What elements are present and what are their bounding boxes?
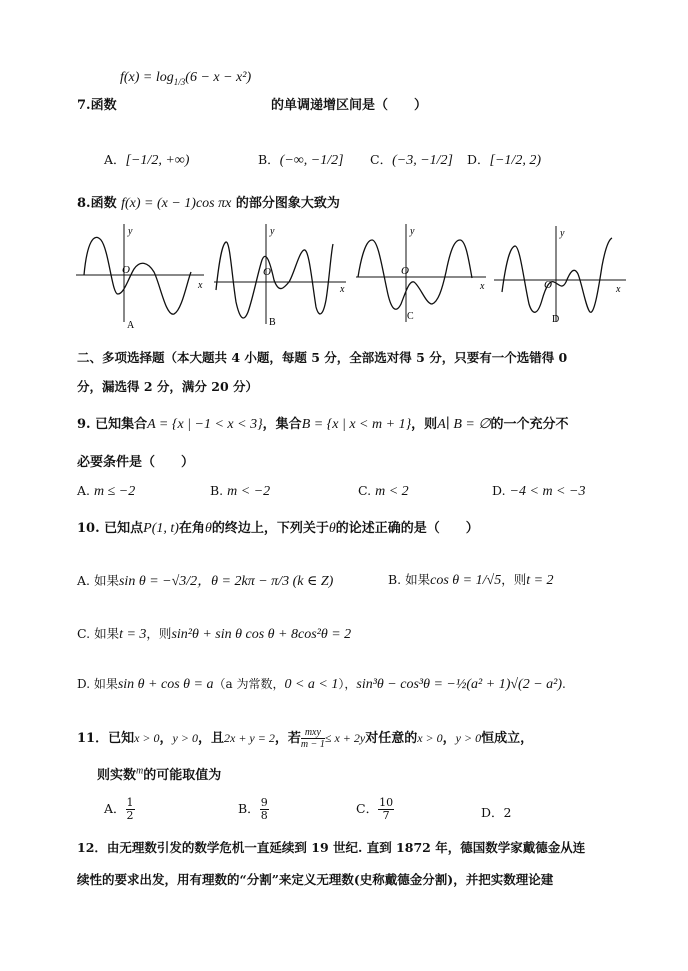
q7-suffix: 的单调递增区间是（ ） xyxy=(271,98,428,113)
q7-log-arg: (6 − x − x²) xyxy=(185,70,252,85)
q7-option-c xyxy=(370,150,453,169)
option-value: (−∞, −1/2] xyxy=(279,153,344,168)
q9-text-b: ，集合 xyxy=(262,417,302,432)
q11-text-a: 11．已知 xyxy=(77,731,135,746)
q10-c-t: t = 3 xyxy=(119,627,147,642)
q10-text-a: 10. 已知点 xyxy=(77,521,144,536)
frac-num: 10 xyxy=(379,796,394,809)
graph-b xyxy=(214,224,346,328)
q10-option-d xyxy=(77,675,566,693)
q10-a-eq2: ，θ = 2kπ − π/3 (k ∈ Z) xyxy=(197,574,334,589)
y-label: y xyxy=(560,228,565,239)
option-value: (−3, −1/2] xyxy=(392,153,453,168)
q11-c1b: x > 0 xyxy=(417,731,443,745)
option-label: B． xyxy=(258,152,280,167)
origin-label: O xyxy=(263,266,271,278)
option-label: B. 如果 xyxy=(388,572,431,587)
section2-line1: 二、多项选择题（本大题共 4 小题，每题 5 分，全部选对得 5 分，只要有一个选错得 0 xyxy=(77,350,568,365)
graph-label: C xyxy=(407,311,414,322)
graph-d xyxy=(494,226,626,325)
option-value: m < −2 xyxy=(227,484,271,499)
q7-prefix: 7.函数 xyxy=(77,98,117,113)
q8-formula: f(x) = (x − 1)cos πx xyxy=(121,196,232,211)
q11-c2b: y > 0 xyxy=(455,731,482,745)
option-value: [−1/2, 2) xyxy=(489,153,541,168)
q8-graphs xyxy=(74,222,634,334)
q9-option-c xyxy=(358,483,409,500)
q10-theta-2: θ xyxy=(328,521,336,536)
q7-option-d xyxy=(467,150,541,169)
q11-c1: x > 0 xyxy=(134,731,160,745)
frac-den: 8 xyxy=(260,809,268,822)
origin-label: O xyxy=(122,264,130,276)
q10-b-tail: ，则 xyxy=(501,572,527,587)
q10-c-eq: sin²θ + sin θ cos θ + 8cos²θ = 2 xyxy=(171,627,352,642)
option-label: B. xyxy=(210,483,224,498)
q9-condition: A∣ B = ∅ xyxy=(437,417,491,432)
q11-fraction xyxy=(301,727,325,750)
q12-line2: 续性的要求出发，用有理数的“分割”来定义无理数(史称戴德金分割)，并把实数理论建 xyxy=(77,872,554,887)
q9-option-d xyxy=(492,483,585,500)
q11-mid: ，且 xyxy=(197,731,224,746)
graph-a xyxy=(76,224,204,331)
q9-option-b xyxy=(210,483,270,500)
q10-d-eq: sin θ + cos θ = a xyxy=(117,677,214,692)
y-label: y xyxy=(270,226,275,237)
option-label: B． xyxy=(238,801,260,816)
q9-set-b: B = {x | x < m + 1} xyxy=(301,417,412,432)
q11-ineq: ≤ x + 2y xyxy=(324,731,366,745)
curve xyxy=(216,242,333,318)
q11-sep2: ， xyxy=(442,731,456,746)
x-label: x xyxy=(340,284,345,295)
q9-stem-line2: 必要条件是（ ） xyxy=(77,455,195,470)
q9-stem-line1 xyxy=(77,413,569,433)
q10-stem xyxy=(77,517,479,537)
q7-option-a xyxy=(104,150,189,169)
q12-line1: 12．由无理数引发的数学危机一直延续到 19 世纪. 直到 1872 年，德国数学家戴德金从连 xyxy=(77,840,586,855)
option-label: C. 如果 xyxy=(77,626,120,641)
option-label: D. 如果 xyxy=(77,677,118,691)
q10-option-c xyxy=(77,624,351,643)
option-label: A. 如果 xyxy=(77,573,119,588)
curve xyxy=(358,240,472,309)
curve xyxy=(502,238,612,312)
q11-c2: y > 0 xyxy=(172,731,198,745)
option-label: C． xyxy=(370,152,393,167)
x-label: x xyxy=(480,281,485,292)
q11-line2-a: 则实数 xyxy=(97,768,137,783)
q9-option-a xyxy=(77,483,135,500)
option-label: A. xyxy=(77,483,91,498)
q10-text-d: 的论述正确的是（ ） xyxy=(335,521,479,536)
graph-label: A xyxy=(127,320,135,331)
q11-line2-b: 的可能取值为 xyxy=(143,768,222,783)
q11-tail: 对任意的 xyxy=(365,731,418,746)
graph-c xyxy=(356,224,486,322)
q9-text-c: ，则 xyxy=(411,417,438,432)
q11-option-b xyxy=(238,797,269,822)
q11-stem-line1 xyxy=(77,727,533,750)
q9-set-a: A = {x | −1 < x < 3} xyxy=(147,417,263,432)
option-fraction xyxy=(260,797,269,822)
q10-text-c: 的终边上，下列关于 xyxy=(211,521,329,536)
graph-label: B xyxy=(269,317,276,328)
option-value: m ≤ −2 xyxy=(94,484,136,499)
q10-theta: θ xyxy=(204,521,212,536)
q7-formula xyxy=(120,70,251,87)
q8-suffix: 的部分图象大致为 xyxy=(235,196,340,211)
x-label: x xyxy=(616,284,621,295)
q9-text-a: 9. 已知集合 xyxy=(77,417,148,432)
frac-num: 9 xyxy=(260,796,268,809)
graph-label: D xyxy=(552,314,560,325)
option-label: A． xyxy=(104,152,126,167)
option-label: D． xyxy=(467,152,490,167)
option-fraction xyxy=(126,797,135,822)
q10-b-res: t = 2 xyxy=(526,573,554,588)
q11-option-a xyxy=(104,797,135,822)
option-label: C． xyxy=(356,801,379,816)
q8-stem xyxy=(77,192,340,212)
option-label: D． xyxy=(481,805,504,820)
y-label: y xyxy=(410,226,415,237)
q10-option-b xyxy=(388,570,554,589)
q11-sep: ， xyxy=(159,731,173,746)
q10-text-b: 在角 xyxy=(178,521,205,536)
frac-den: 7 xyxy=(382,809,390,822)
q10-d-mid: （a 为常数， xyxy=(213,677,285,691)
x-label: x xyxy=(198,280,203,291)
option-label: C. xyxy=(358,483,372,498)
option-value: [−1/2, +∞) xyxy=(125,153,190,168)
frac-num: 1 xyxy=(126,796,134,809)
option-fraction xyxy=(378,797,394,822)
q10-b-eq: cos θ = 1/√5 xyxy=(430,573,502,588)
q11-frac-den: m − 1 xyxy=(300,739,325,750)
q7-option-b xyxy=(258,150,344,169)
q11-option-c xyxy=(356,797,394,822)
origin-label: O xyxy=(401,265,409,277)
q11-frac-num: mxy xyxy=(301,727,325,739)
q9-text-d: 的一个充分不 xyxy=(490,417,569,432)
q11-c3: 2x + y = 2 xyxy=(224,731,275,745)
option-value: 2 xyxy=(503,805,512,820)
q10-point: P(1, t) xyxy=(143,521,179,536)
q10-option-a xyxy=(77,570,333,590)
q7-log-base: 1/3 xyxy=(173,76,186,87)
q10-d-res: sin³θ − cos³θ = −½(a² + 1)√(2 − a²) xyxy=(356,677,563,692)
q10-d-end: . xyxy=(562,677,566,691)
curve xyxy=(84,237,191,314)
q10-d-range: 0 < a < 1 xyxy=(284,677,339,692)
q8-prefix: 8.函数 xyxy=(77,196,117,211)
origin-label: O xyxy=(544,279,552,291)
q11-tail2: 恒成立， xyxy=(481,731,534,746)
option-label: A． xyxy=(104,801,126,816)
q10-d-mid2: ）， xyxy=(338,677,357,691)
q11-mid2: ，若 xyxy=(274,731,301,746)
section2-line2: 分，漏选得 2 分，满分 20 分） xyxy=(77,379,259,394)
q11-option-d xyxy=(481,803,511,821)
option-label: D. xyxy=(492,483,506,498)
frac-den: 2 xyxy=(126,809,134,822)
q7-formula-main: f(x) = log xyxy=(120,70,174,85)
q11-m: m xyxy=(136,765,144,777)
y-label: y xyxy=(128,226,133,237)
option-value: −4 < m < −3 xyxy=(509,484,586,499)
q11-stem-line2 xyxy=(97,764,221,783)
q10-c-mid: ，则 xyxy=(146,626,172,641)
option-value: m < 2 xyxy=(375,484,409,499)
q10-a-eq: sin θ = −√3/2 xyxy=(118,574,198,589)
